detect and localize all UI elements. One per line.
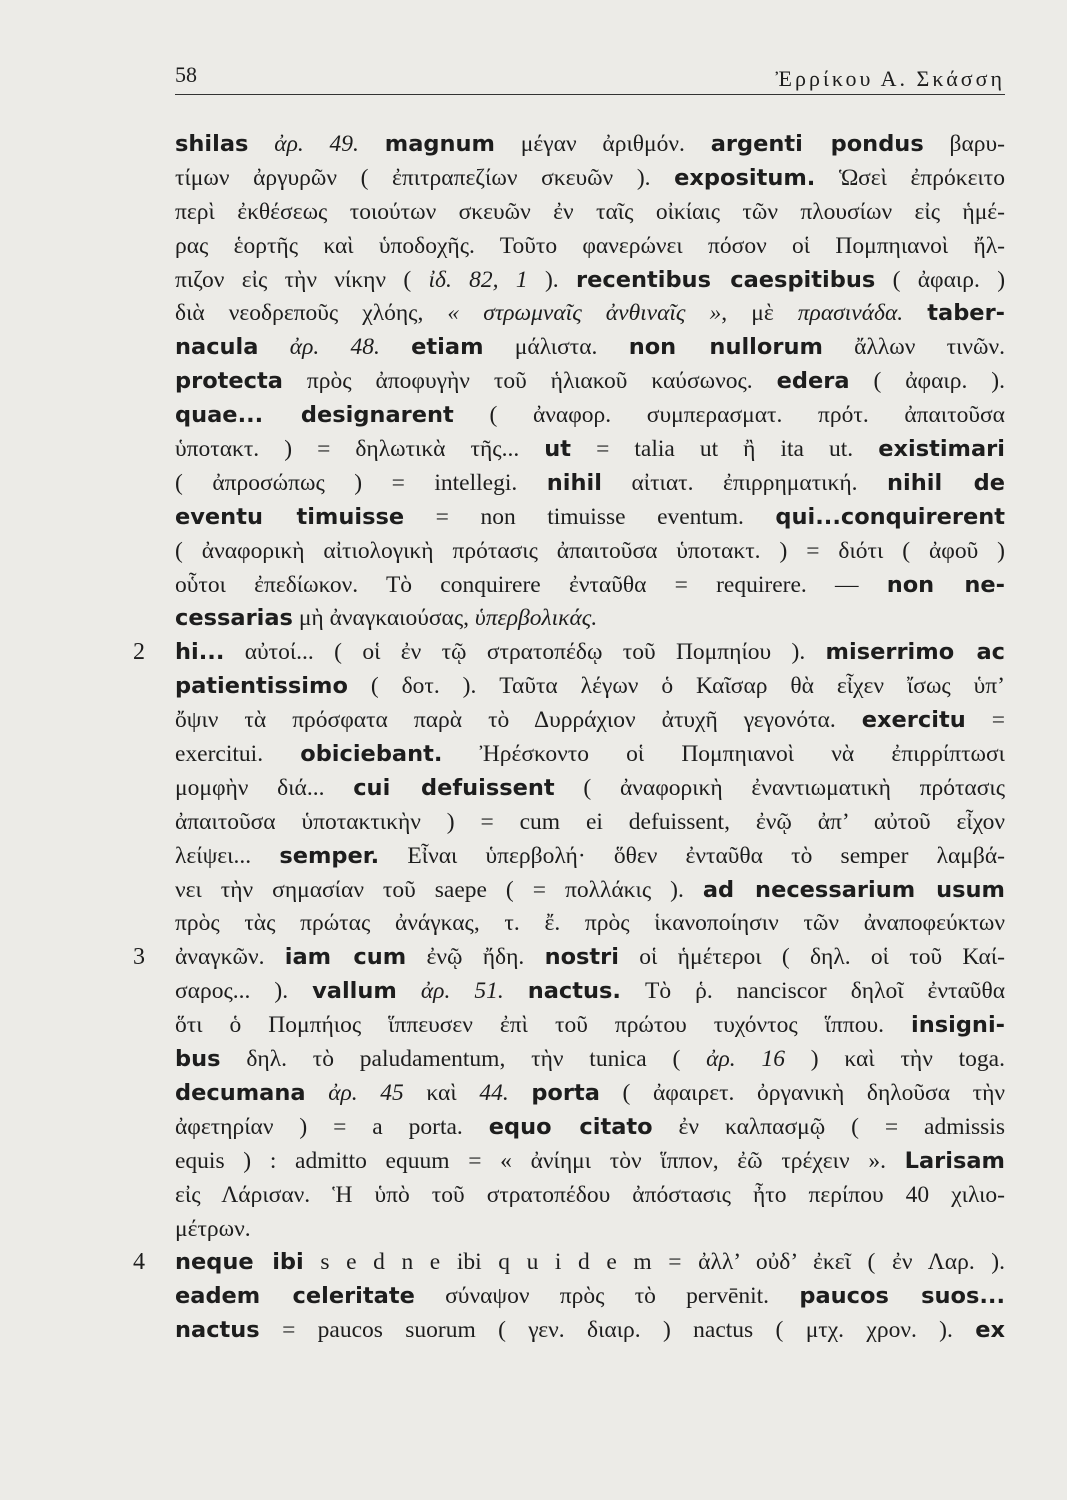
text-line: 2 hi... αὐτοί... ( οἱ ἐν τῷ στρατοπέδῳ τοῦ Πομπηίου ). miserrimo ac <box>175 636 1005 670</box>
section-number: 3 <box>133 944 145 971</box>
text-line: cessarias μὴ ἀναγκαιούσας, ὑπερβολικάς. <box>175 605 598 632</box>
text-line: 4 neque ibi s e d n e ibi q u i d e m = ἀλλ’ οὐδ’ ἐκεῖ ( ἐν Λαρ. ). <box>175 1246 1005 1280</box>
text-line: ὄψιν τὰ πρόσφατα παρὰ τὸ Δυρράχιον ἀτυχῆ γεγονότα. exercitu = <box>175 707 1005 734</box>
text-line: decumana ἀρ. 45 καὶ 44. porta ( ἀφαιρετ. ὀργανικὴ δηλοῦσα τὴν <box>175 1079 1005 1106</box>
commentary-text <box>133 128 1005 1348</box>
text-line: equis ) : admitto equum = « ἀνίημι τὸν ἵππον, ἐῶ τρέχειν ». Larisam <box>175 1147 1005 1174</box>
text-line: σαρος... ). vallum ἀρ. 51. nactus. Τὸ ῥ. nanciscor δηλοῖ ἐνταῦθα <box>175 978 1005 1005</box>
text-line: eadem celeritate σύναψον πρὸς τὸ pervēnit. paucos suos... <box>175 1283 1005 1310</box>
text-line: ἀφετηρίαν ) = a porta. equo citato ἐν καλπασμῷ ( = admissis <box>175 1113 1005 1140</box>
text-line: ( ἀναφορικὴ αἰτιολογικὴ πρότασις ἀπαιτοῦσα ὑποτακτ. ) = διότι ( ἀφοῦ ) <box>175 537 1005 564</box>
text-line: eventu timuisse = non timuisse eventum. qui...conquirerent <box>175 503 1005 530</box>
text-line: ἀπαιτοῦσα ὑποτακτικὴν ) = cum ei defuissent, ἐνῷ ἀπ’ αὐτοῦ εἶχον <box>175 808 1005 835</box>
text-line: ὅτι ὁ Πομπήιος ἵππευσεν ἐπὶ τοῦ πρώτου τυχόντος ἵππου. insigni- <box>175 1012 1005 1039</box>
text-line: quae... designarent ( ἀναφορ. συμπερασματ. πρότ. ἀπαιτοῦσα <box>175 402 1005 429</box>
text-line: πιζον εἰς τὴν νίκην ( ἰδ. 82, 1 ). recentibus caespitibus ( ἀφαιρ. ) <box>175 266 1005 293</box>
text-line: εἰς Λάρισαν. Ἡ ὑπὸ τοῦ στρατοπέδου ἀπόστασις ἦτο περίπου 40 χιλιο- <box>175 1181 1005 1208</box>
text-line: nacula ἀρ. 48. etiam μάλιστα. non nullorum ἄλλων τινῶν. <box>175 334 1005 361</box>
running-title: Ἐρρίκου Α. Σκάσση <box>775 66 1005 91</box>
text-line: patientissimo ( δοτ. ). Ταῦτα λέγων ὁ Καῖσαρ θὰ εἶχεν ἴσως ὑπ’ <box>175 673 1005 700</box>
text-line: οὗτοι ἐπεδίωκον. Τὸ conquirere ἐνταῦθα = requirere. — non ne- <box>175 571 1005 598</box>
text-line: περὶ ἐκθέσεως τοιούτων σκευῶν ἐν ταῖς οἰκίαις τῶν πλουσίων εἰς ἡμέ- <box>175 198 1005 225</box>
page-number: 58 <box>175 62 197 87</box>
text-line: πρὸς τὰς πρώτας ἀνάγκας, τ. ἔ. πρὸς ἱκανοποίησιν τῶν ἀναποφεύκτων <box>175 910 1005 937</box>
text-line: ( ἀπροσώπως ) = intellegi. nihil αἰτιατ. ἐπιρρηματική. nihil de <box>175 469 1005 496</box>
text-line: bus δηλ. τὸ paludamentum, τὴν tunica ( ἀρ. 16 ) καὶ τὴν toga. <box>175 1046 1005 1073</box>
text-line: ὑποτακτ. ) = δηλωτικὰ τῆς... ut = talia ut ἢ ita ut. existimari <box>175 436 1005 463</box>
text-line: shilas ἀρ. 49. magnum μέγαν ἀριθμόν. argenti pondus βαρυ- <box>175 131 1005 157</box>
text-line: τίμων ἀργυρῶν ( ἐπιτραπεζίων σκευῶν ). expositum. Ὡσεὶ ἐπρόκειτο <box>175 164 1005 191</box>
page-header <box>175 60 1005 95</box>
section-number: 4 <box>133 1249 145 1276</box>
text-line: protecta πρὸς ἀποφυγὴν τοῦ ἡλιακοῦ καύσωνος. edera ( ἀφαιρ. ). <box>175 368 1005 395</box>
text-line: μέτρων. <box>175 1215 251 1242</box>
text-line: διὰ νεοδρεποῦς χλόης, « στρωμναῖς ἀνθιναῖς », μὲ πρασινάδα. taber- <box>175 300 1005 327</box>
text-line: ρας ἑορτῆς καὶ ὑποδοχῆς. Τοῦτο φανερώνει πόσον οἱ Πομπηιανοὶ ἤλ- <box>175 232 1005 259</box>
text-line: exercitui. obiciebant. Ἠρέσκοντο οἱ Πομπηιανοὶ νὰ ἐπιρρίπτωσι <box>175 741 1005 768</box>
text-line: μομφὴν διά... cui defuissent ( ἀναφορικὴ ἐναντιωματικὴ πρότασις <box>175 774 1005 801</box>
text-line: 3 ἀναγκῶν. iam cum ἐνῷ ἤδη. nostri οἱ ἡμέτεροι ( δηλ. οἱ τοῦ Καί- <box>175 941 1005 975</box>
section-number: 2 <box>133 639 145 666</box>
text-line: λείψει... semper. Εἶναι ὑπερβολή· ὅθεν ἐνταῦθα τὸ semper λαμβά- <box>175 842 1005 869</box>
text-line: nactus = paucos suorum ( γεν. διαιρ. ) nactus ( μτχ. χρον. ). ex <box>175 1317 1005 1344</box>
text-line: νει τὴν σημασίαν τοῦ saepe ( = πολλάκις ). ad necessarium usum <box>175 876 1005 903</box>
